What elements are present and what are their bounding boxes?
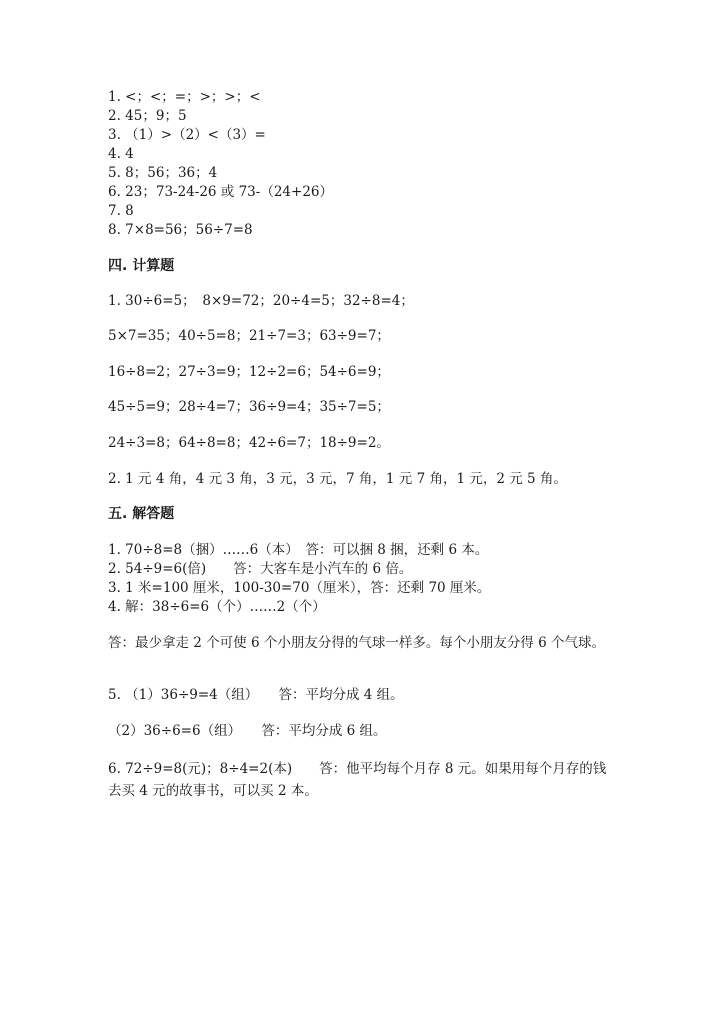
answer-line: 2. 45；9；5 <box>108 108 187 124</box>
answer-line: 1. <；<；=；>；>；< <box>108 89 261 105</box>
answer-line: 8. 7×8=56；56÷7=8 <box>108 222 253 238</box>
answer-line: 6. 23；73-24-26 或 73-（24+26） <box>108 184 333 200</box>
answer-line: 5. 8；56；36；4 <box>108 165 218 181</box>
solution-line: 4. 解：38÷6=6（个）……2（个） <box>108 599 326 615</box>
section-heading-calculation: 四. 计算题 <box>108 258 175 274</box>
solution-paragraph: 答：最少拿走 2 个可使 6 个小朋友分得的气球一样多。每个小朋友分得 6 个气球。 <box>108 635 606 651</box>
solution-line: 5. （1）36÷9=4（组） 答：平均分成 4 组。 <box>108 687 404 703</box>
calculation-line: 1. 30÷6=5； 8×9=72；20÷4=5；32÷8=4； <box>108 293 414 309</box>
answer-line: 7. 8 <box>108 203 134 219</box>
solution-line: 3. 1 米=100 厘米，100-30=70（厘米），答：还剩 70 厘米。 <box>108 580 491 596</box>
solution-line: （2）36÷6=6（组） 答：平均分成 6 组。 <box>108 723 387 739</box>
calculation-line: 24÷3=8；64÷8=8；42÷6=7；18÷9=2。 <box>108 435 390 451</box>
calculation-line: 5×7=35；40÷5=8；21÷7=3；63÷9=7； <box>108 328 390 344</box>
calculation-line: 2. 1 元 4 角，4 元 3 角，3 元，3 元，7 角，1 元 7 角，1 元，2 元 5 角。 <box>108 471 567 487</box>
answer-line: 4. 4 <box>108 146 134 162</box>
calculation-line: 16÷8=2；27÷3=9；12÷2=6；54÷6=9； <box>108 364 390 380</box>
calculation-line: 45÷5=9；28÷4=7；36÷9=4；35÷7=5； <box>108 399 390 415</box>
section-heading-word-problems: 五. 解答题 <box>108 506 175 522</box>
answer-line: 3. （1）>（2）<（3）= <box>108 127 266 143</box>
solution-paragraph: 6. 72÷9=8(元)；8÷4=2(本) 答：他平均每个月存 8 元。如果用每个月存的钱去买 4 元的故事书，可以买 2 本。 <box>108 761 607 799</box>
solution-line: 1. 70÷8=8（捆）……6（本） 答：可以捆 8 捆，还剩 6 本。 <box>108 542 489 558</box>
solution-line: 2. 54÷9=6(倍) 答：大客车是小汽车的 6 倍。 <box>108 561 413 577</box>
